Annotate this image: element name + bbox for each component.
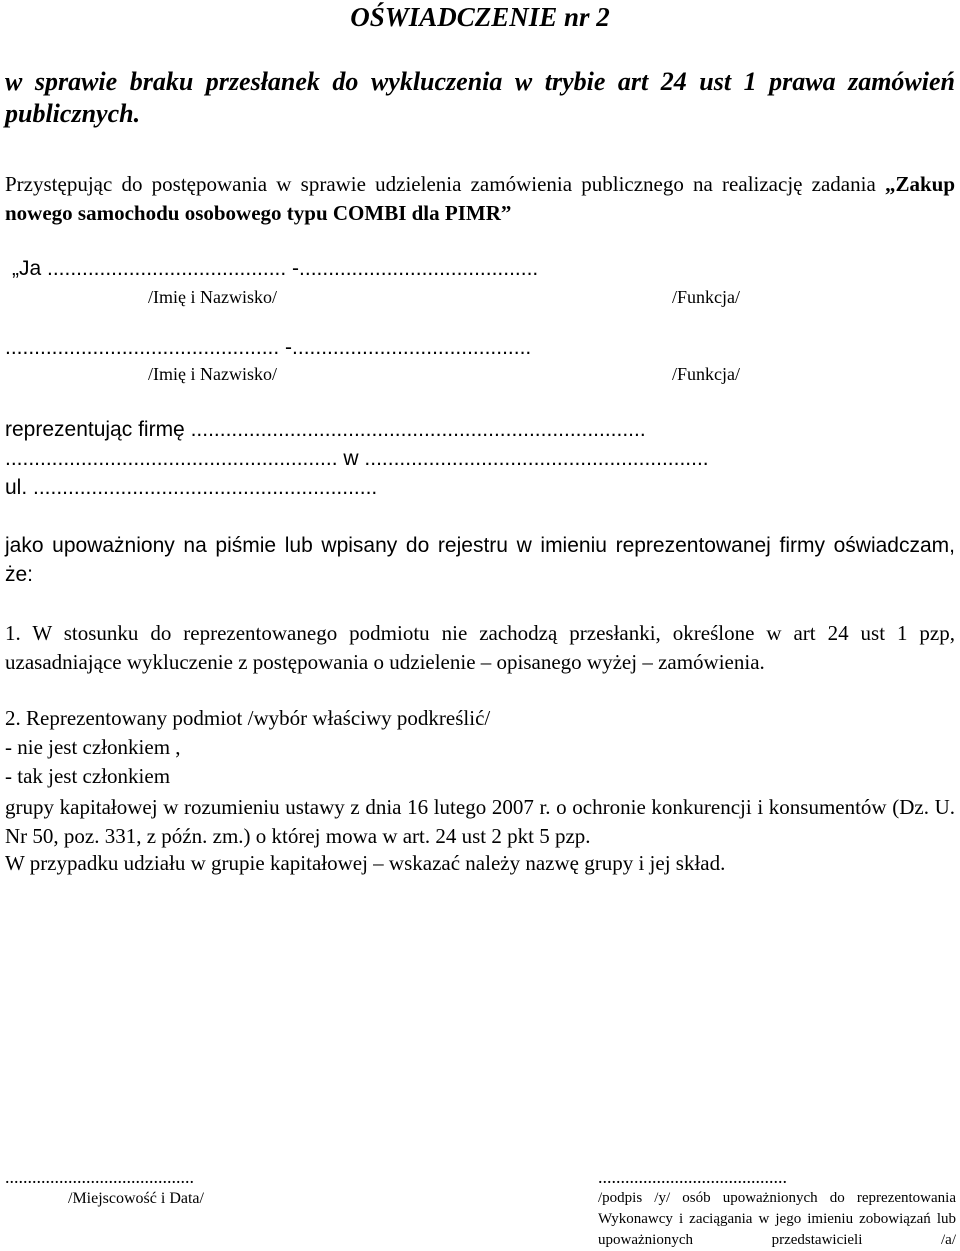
function-label-1: /Funkcja/	[672, 287, 740, 307]
company-line-1: reprezentując firmę ..............................................................................	[5, 418, 646, 441]
point-2-body: grupy kapitałowej w rozumieniu ustawy z dnia 16 lutego 2007 r. o ochronie konkurencji i konsumentów (Dz. U. Nr 50, poz. 331, z późn. zm.) o której mowa w art. 24 ust 2 pkt 5 pzp.	[5, 795, 955, 848]
person-line-2: ............................................... -.........................................	[5, 336, 532, 359]
function-label-2: /Funkcja/	[672, 364, 740, 384]
point-1: 1. W stosunku do reprezentowanego podmiotu nie zachodzą przesłanki, określone w art 24 ust 1 pzp, uzasadniające wykluczenie z postępowania o udzielenie – opisanego wyżej – zamówienia.	[5, 621, 955, 674]
signature-label: /podpis /y/ osób upoważnionych do reprezentowania Wykonawcy i zaciągania w jego imieniu zobowiązań lub upoważnionych przedstawicieli /a/	[598, 1190, 956, 1248]
place-date-label: /Miejscowość i Data/	[68, 1190, 204, 1207]
name-label-2: /Imię i Nazwisko/	[148, 364, 277, 384]
page-subtitle: w sprawie braku przesłanek do wykluczenia w trybie art 24 ust 1 prawa zamówień publicznych.	[5, 67, 955, 128]
person-line-1: „Ja ......................................... -.........................................	[12, 257, 539, 280]
signature-dots: ..........................................	[598, 1167, 787, 1187]
task-name: „Zakup nowego samochodu osobowego typu COMBI dla PIMR”	[5, 172, 955, 225]
page-title: OŚWIADCZENIE nr 2	[350, 2, 610, 32]
company-line-2: ......................................................... w ...........................................................	[5, 447, 709, 470]
option-member: - tak jest członkiem	[5, 764, 171, 788]
intro-paragraph	[5, 170, 955, 228]
point-2-note: W przypadku udziału w grupie kapitałowej – wskazać należy nazwę grupy i jej skład.	[5, 851, 726, 875]
intro-text: Przystępując do postępowania w sprawie udzielenia zamówienia publicznego na realizację zadania	[5, 172, 885, 196]
company-line-3: ul. ...........................................................	[5, 476, 378, 499]
point-2-heading: 2. Reprezentowany podmiot /wybór właściwy podkreślić/	[5, 706, 491, 730]
option-not-member: - nie jest członkiem ,	[5, 735, 181, 759]
name-label-1: /Imię i Nazwisko/	[148, 287, 277, 307]
authorization-text: jako upoważniony na piśmie lub wpisany do rejestru w imieniu reprezentowanej firmy oświadczam, że:	[5, 534, 955, 586]
place-date-dots: ..........................................	[5, 1167, 194, 1187]
